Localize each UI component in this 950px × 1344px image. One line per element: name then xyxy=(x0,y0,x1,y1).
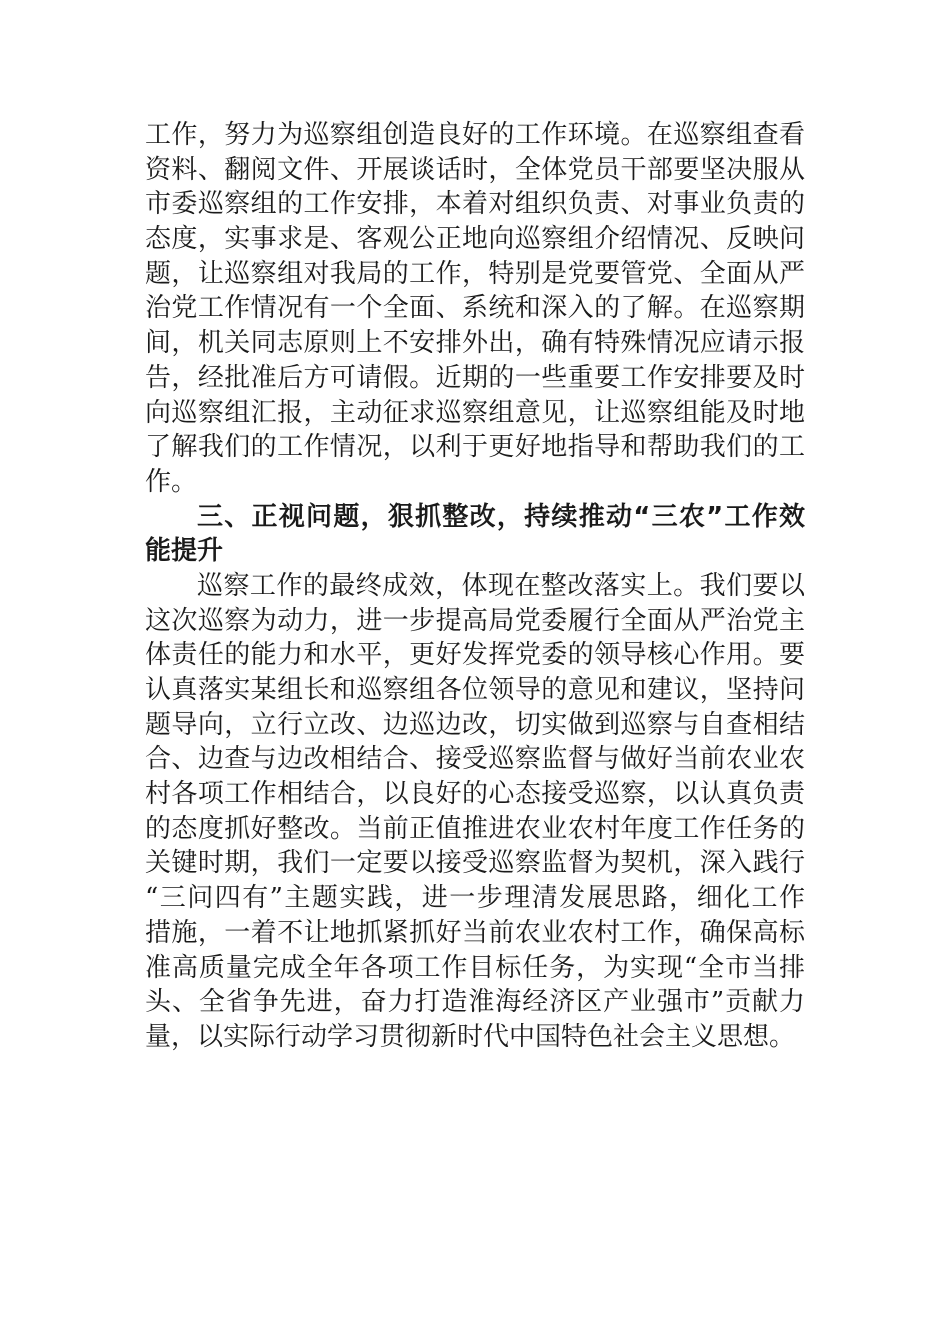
paragraph-2-line-12: 准高质量完成全年各项工作目标任务，为实现“全市当排 xyxy=(145,952,805,983)
paragraph-1-line-4: 态度，实事求是、客观公正地向巡察组介绍情况、反映问 xyxy=(145,224,805,255)
paragraph-1-line-5: 题，让巡察组对我局的工作，特别是党要管党、全面从严 xyxy=(145,258,805,289)
paragraph-1-line-2: 资料、翻阅文件、开展谈话时，全体党员干部要坚决服从 xyxy=(145,154,805,185)
paragraph-2-line-8: 的态度抓好整改。当前正值推进农业农村年度工作任务的 xyxy=(145,813,805,844)
paragraph-2-line-10: “三问四有”主题实践，进一步理清发展思路，细化工作 xyxy=(145,883,805,914)
paragraph-2-line-2: 这次巡察为动力，进一步提高局党委履行全面从严治党主 xyxy=(145,605,805,636)
paragraph-1-line-3: 市委巡察组的工作安排，本着对组织负责、对事业负责的 xyxy=(145,189,805,220)
paragraph-2-line-5: 题导向，立行立改、边巡边改，切实做到巡察与自查相结 xyxy=(145,709,805,740)
paragraph-2-line-14: 量，以实际行动学习贯彻新时代中国特色社会主义思想。 xyxy=(145,1021,796,1052)
paragraph-2-line-13: 头、全省争先进，奋力打造淮海经济区产业强市”贡献力 xyxy=(145,987,805,1018)
paragraph-1-line-7: 间，机关同志原则上不安排外出，确有特殊情况应请示报 xyxy=(145,328,805,359)
paragraph-1-line-8: 告，经批准后方可请假。近期的一些重要工作安排要及时 xyxy=(145,362,805,393)
paragraph-2-line-1: 巡察工作的最终成效，体现在整改落实上。我们要以 xyxy=(197,570,805,601)
paragraph-2-line-9: 关键时期，我们一定要以接受巡察监督为契机，深入践行 xyxy=(145,848,805,879)
section-heading-line-1: 三、正视问题，狠抓整改，持续推动“三农”工作效 xyxy=(197,501,805,532)
paragraph-2-line-7: 村各项工作相结合，以良好的心态接受巡察，以认真负责 xyxy=(145,779,805,810)
section-heading-line-2: 能提升 xyxy=(145,536,224,567)
paragraph-2-line-6: 合、边查与边改相结合、接受巡察监督与做好当前农业农 xyxy=(145,744,805,775)
paragraph-2-line-4: 认真落实某组长和巡察组各位领导的意见和建议，坚持问 xyxy=(145,675,805,705)
paragraph-1-line-10: 了解我们的工作情况，以利于更好地指导和帮助我们的工 xyxy=(145,432,805,463)
document-body xyxy=(145,118,805,1055)
paragraph-1-line-1: 工作，努力为巡察组创造良好的工作环境。在巡察组查看 xyxy=(145,120,805,150)
paragraph-1-line-11: 作。 xyxy=(145,466,198,497)
paragraph-2-line-11: 措施，一着不让地抓紧抓好当前农业农村工作，确保高标 xyxy=(145,917,805,948)
paragraph-1-line-6: 治党工作情况有一个全面、系统和深入的了解。在巡察期 xyxy=(145,293,805,324)
paragraph-2-line-3: 体责任的能力和水平，更好发挥党委的领导核心作用。要 xyxy=(145,640,805,671)
paragraph-1-line-9: 向巡察组汇报，主动征求巡察组意见，让巡察组能及时地 xyxy=(145,397,805,428)
